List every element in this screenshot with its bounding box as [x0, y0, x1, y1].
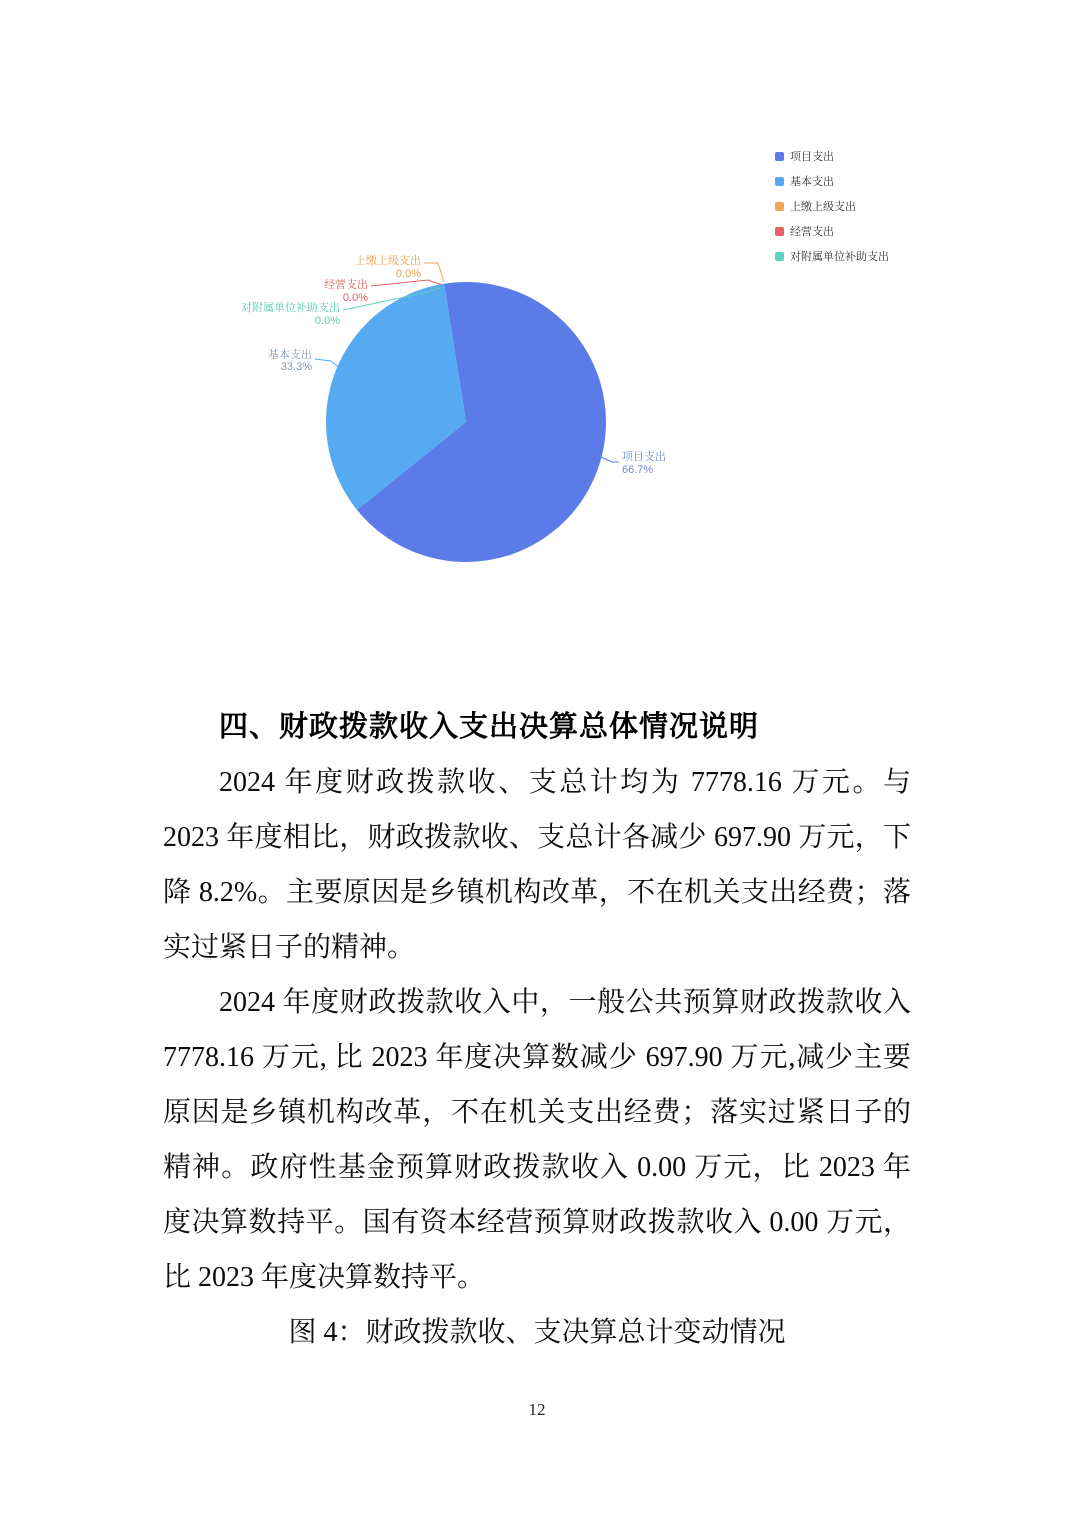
legend-item-0 — [775, 148, 889, 164]
paragraph-1: 2024 年度财政拨款收、支总计均为 7778.16 万元。与 2023 年度相比，财政拨款收、支总计各减少 697.90 万元，下降 8.2%。主要原因是乡镇机构改革，不在机关支出经费；落实过紧日子的精神。 — [163, 767, 911, 963]
chart-legend — [775, 148, 889, 264]
pie-label-3: 0.0% — [342, 292, 368, 304]
pie-label-line-2 — [424, 263, 444, 282]
section-heading: 四、财政拨款收入支出决算总体情况说明 — [219, 711, 760, 743]
pie-label-4: 对附属单位补助支出 — [241, 302, 340, 314]
pie-label-2: 上缴上级支出 — [355, 255, 421, 267]
legend-swatch-icon — [775, 177, 784, 186]
page-number: 12 — [528, 1400, 546, 1419]
pie-label-4: 0.0% — [314, 315, 340, 327]
legend-label: 上缴上级支出 — [790, 201, 856, 213]
legend-label: 项目支出 — [790, 151, 834, 163]
pie-label-line-0 — [601, 457, 619, 462]
pie-label-3: 经营支出 — [324, 279, 368, 291]
figure-caption: 图 4：财政拨款收、支决算总计变动情况 — [288, 1317, 786, 1348]
pie-label-0: 66.7% — [622, 464, 654, 476]
pie-label-1: 33.3% — [280, 361, 312, 373]
legend-item-1 — [775, 173, 889, 189]
legend-swatch-icon — [775, 202, 784, 211]
legend-swatch-icon — [775, 252, 784, 261]
pie-label-line-3 — [371, 280, 442, 286]
pie-chart-canvas — [0, 130, 1074, 630]
legend-item-3 — [775, 223, 889, 239]
legend-label: 对附属单位补助支出 — [790, 251, 889, 263]
legend-item-4 — [775, 248, 889, 264]
pie-label-1: 基本支出 — [268, 349, 312, 361]
legend-item-2 — [775, 198, 889, 214]
pie-label-0: 项目支出 — [622, 451, 666, 463]
expenditure-pie-chart — [0, 130, 1074, 630]
paragraph-2: 2024 年度财政拨款收入中，一般公共预算财政拨款收入 7778.16 万元, 比 2023 年度决算数减少 697.90 万元,减少主要原因是乡镇机构改革，不在机关支出经费；落实过紧日子的精神。政府性基金预算财政拨款收入 0.00 万元，比 2023 年度决算数持平。国有资本经营预算财政拨款收入 0.00 万元，比 2023 年度决算数持平。 — [163, 987, 911, 1293]
legend-label: 经营支出 — [790, 226, 834, 238]
pie-label-2: 0.0% — [395, 268, 421, 280]
legend-label: 基本支出 — [790, 176, 834, 188]
document-body — [163, 700, 911, 1360]
legend-swatch-icon — [775, 152, 784, 161]
legend-swatch-icon — [775, 227, 784, 236]
